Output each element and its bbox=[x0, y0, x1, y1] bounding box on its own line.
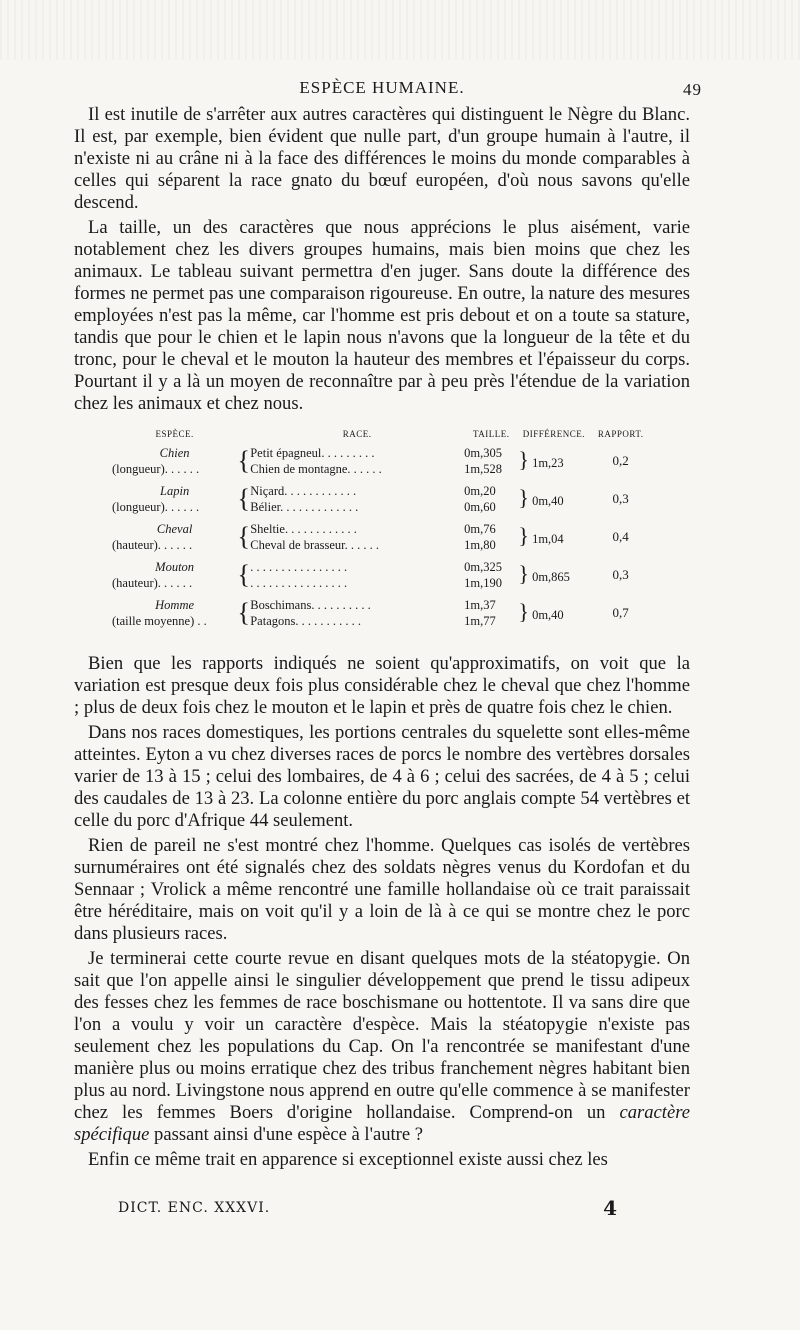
species-name: Cheval bbox=[156, 522, 193, 536]
race-large: Cheval de brasseur. . . . . . bbox=[250, 538, 380, 552]
taille-small: 1m,37 bbox=[464, 598, 496, 612]
rapport-value: 0,4 bbox=[612, 529, 629, 544]
paragraph-rapports: Bien que les rapports indiqués ne soient qu'approximatifs, on voit que la variation est presque deux fois plus considérable chez le cheval que chez l'homme ; plus de deux fois chez le mouton et le lapin et près de quatre fois chez le chien. bbox=[74, 653, 690, 718]
race-small: . . . . . . . . . . . . . . . . bbox=[250, 560, 348, 574]
taille-small: 0m,20 bbox=[464, 484, 496, 498]
paragraph-squelette: Dans nos races domestiques, les portions centrales du squelette sont elles-même atteintes. Eyton a vu chez diverses races de porcs le nombre des vertèbres dorsales varier de 13 à 15 ; celui des lombaires, de 4 à 6 ; celui des sacrées, de 4 à 5 ; celui des caudales de 13 à 23. La colonne entière du porc anglais compte 54 vertèbres et celle du porc d'Afrique 44 seulement. bbox=[74, 722, 690, 831]
header-espece: ESPÈCE. bbox=[155, 429, 194, 439]
brace: { bbox=[237, 522, 250, 551]
race-small: Petit épagneul. . . . . . . . . bbox=[250, 446, 375, 460]
header-race: RACE. bbox=[342, 429, 372, 439]
measure-type: (longueur). . . . . . bbox=[112, 462, 200, 476]
volume-reference: DICT. ENC. XXXVI. bbox=[118, 1200, 271, 1216]
race-large: . . . . . . . . . . . . . . . . bbox=[250, 576, 348, 590]
taille-large: 0m,60 bbox=[464, 500, 496, 514]
race-small: Niçard. . . . . . . . . . . . bbox=[250, 484, 357, 498]
race-large: Bélier. . . . . . . . . . . . . bbox=[250, 500, 359, 514]
rapport-value: 0,3 bbox=[612, 567, 629, 582]
species-name: Lapin bbox=[160, 484, 190, 498]
table-row: Homme (taille moyenne) . . { Boschimans. . . . . . . . . . Patagons. . . . . . . . . . . 1m,37 1m,77 } 0m,40 0,7 bbox=[112, 597, 652, 635]
table-header-row bbox=[112, 429, 652, 445]
species-name: Mouton bbox=[155, 560, 195, 574]
steatopygie-text-part2: passant ainsi d'une espèce à l'autre ? bbox=[154, 1124, 424, 1145]
brace: { bbox=[237, 598, 250, 627]
paragraph-steatopygie bbox=[74, 948, 690, 1146]
difference-value: 1m,23 bbox=[532, 455, 564, 470]
measure-type: (hauteur). . . . . . bbox=[112, 576, 193, 590]
measure-type: (hauteur). . . . . . bbox=[112, 538, 193, 552]
steatopygie-italic: caractère spécifique bbox=[74, 1102, 690, 1145]
header-taille: TAILLE. bbox=[473, 429, 510, 439]
page-title: ESPÈCE HUMAINE. bbox=[299, 78, 465, 97]
taille-large: 1m,190 bbox=[464, 576, 502, 590]
steatopygie-text-part1: Je terminerai cette courte revue en disant quelques mots de la stéatopygie. On sait que l'on appelle ainsi le singulier développement que prend le tissu adipeux des fesses chez les femmes de race boschismane ou hottentote. Il va sans dire que l'on a voulu y voir un caractère d'espèce. Mais la stéatopygie n'existe pas seulement chez les populations du Cap. On l'a rencontrée se manifestant d'une manière plus ou moins erratique chez des tribus franchement nègres habitant bien plus au nord. Livingstone nous apprend en outre qu'elle commence à se manifester chez les femmes Boers d'origine hollandaise. Comprend-on un bbox=[74, 948, 690, 1123]
paragraph-intro: Il est inutile de s'arrêter aux autres caractères qui distinguent le Nègre du Blanc. Il est, par exemple, bien évident que nulle part, d'un groupe humain à l'autre, il n'existe ni au crâne ni à la face des différences le moins du monde comparables à celles qui séparent la race gnato du bœuf européen, d'où nous savons qu'elle descend. bbox=[74, 104, 690, 213]
brace: { bbox=[237, 560, 250, 589]
page-footer bbox=[118, 1196, 618, 1222]
header-rapport: RAPPORT. bbox=[597, 429, 644, 439]
race-small: Boschimans. . . . . . . . . . bbox=[250, 598, 371, 612]
paragraph-taille: La taille, un des caractères que nous apprécions le plus aisément, varie notablement chez les divers groupes humains, mais bien moins que chez les animaux. Le tableau suivant permettra d'en juger. Sans doute la différence des formes ne permet pas une comparaison rigoureuse. En outre, la nature des mesures employées n'est pas la même, car l'homme est pris debout et on a toute sa stature, tandis que pour le chien et le lapin nous n'avons que la longueur de la tête et du tronc, pour le cheval et le mouton la hauteur des membres et l'épaisseur du corps. Pourtant il y a là un moyen de reconnaître par à peu près l'étendue de la variation chez les animaux et chez nous. bbox=[74, 217, 690, 414]
page-number: 49 bbox=[683, 80, 702, 99]
table-row: Chien (longueur). . . . . . { Petit épagneul. . . . . . . . . Chien de montagne. . . . . . 0m,305 1m,528 } 1m,23 0,2 bbox=[112, 445, 652, 483]
difference-value: 0m,40 bbox=[532, 493, 564, 508]
difference-value: 0m,865 bbox=[532, 569, 570, 584]
table-row: Lapin (longueur). . . . . . { Niçard. . . . . . . . . . . . Bélier. . . . . . . . . . . . . 0m,20 0m,60 } 0m,40 0,3 bbox=[112, 483, 652, 521]
header-difference: DIFFÉRENCE. bbox=[522, 429, 585, 439]
paragraph-last-line: Enfin ce même trait en apparence si exceptionnel existe aussi chez les bbox=[88, 1149, 608, 1170]
scan-noise-band bbox=[0, 0, 800, 60]
signature-mark: 4 bbox=[603, 1196, 618, 1220]
species-name: Chien bbox=[159, 446, 190, 460]
paragraph-vertebres: Rien de pareil ne s'est montré chez l'homme. Quelques cas isolés de vertèbres surnuméraires ont été signalés chez des soldats nègres venus du Kordofan et du Sennaar ; Vrolick a même rencontré une famille hollandaise où ce trait paraissait être héréditaire, mais on voit qu'il y a loin de là à ce qui se montre chez le porc dans plusieurs races. bbox=[74, 835, 690, 944]
measure-type: (taille moyenne) . . bbox=[112, 614, 207, 628]
difference-value: 0m,40 bbox=[532, 607, 564, 622]
race-large: Chien de montagne. . . . . . bbox=[250, 462, 382, 476]
taille-small: 0m,76 bbox=[464, 522, 496, 536]
race-small: Sheltie. . . . . . . . . . . . bbox=[250, 522, 357, 536]
species-name: Homme bbox=[155, 598, 195, 612]
taille-large: 1m,80 bbox=[464, 538, 496, 552]
page-content bbox=[74, 78, 702, 1171]
measure-type: (longueur). . . . . . bbox=[112, 500, 200, 514]
variation-table bbox=[112, 429, 652, 635]
difference-value: 1m,04 bbox=[532, 531, 564, 546]
race-large: Patagons. . . . . . . . . . . bbox=[250, 614, 361, 628]
table-row: Mouton (hauteur). . . . . . { . . . . . . . . . . . . . . . . . . . . . . . . . . . . . . . . 0m,325 1m,190 } 0m,865 0,3 bbox=[112, 559, 652, 597]
running-header bbox=[74, 78, 702, 104]
taille-large: 1m,77 bbox=[464, 614, 496, 628]
brace: { bbox=[237, 484, 250, 513]
rapport-value: 0,2 bbox=[612, 453, 629, 468]
taille-large: 1m,528 bbox=[464, 462, 502, 476]
rapport-value: 0,7 bbox=[612, 605, 629, 620]
taille-small: 0m,325 bbox=[464, 560, 502, 574]
brace: { bbox=[237, 446, 250, 475]
taille-small: 0m,305 bbox=[464, 446, 502, 460]
table-row: Cheval (hauteur). . . . . . { Sheltie. . . . . . . . . . . . Cheval de brasseur. . . . . . 0m,76 1m,80 } 1m,04 0,4 bbox=[112, 521, 652, 559]
rapport-value: 0,3 bbox=[612, 491, 629, 506]
